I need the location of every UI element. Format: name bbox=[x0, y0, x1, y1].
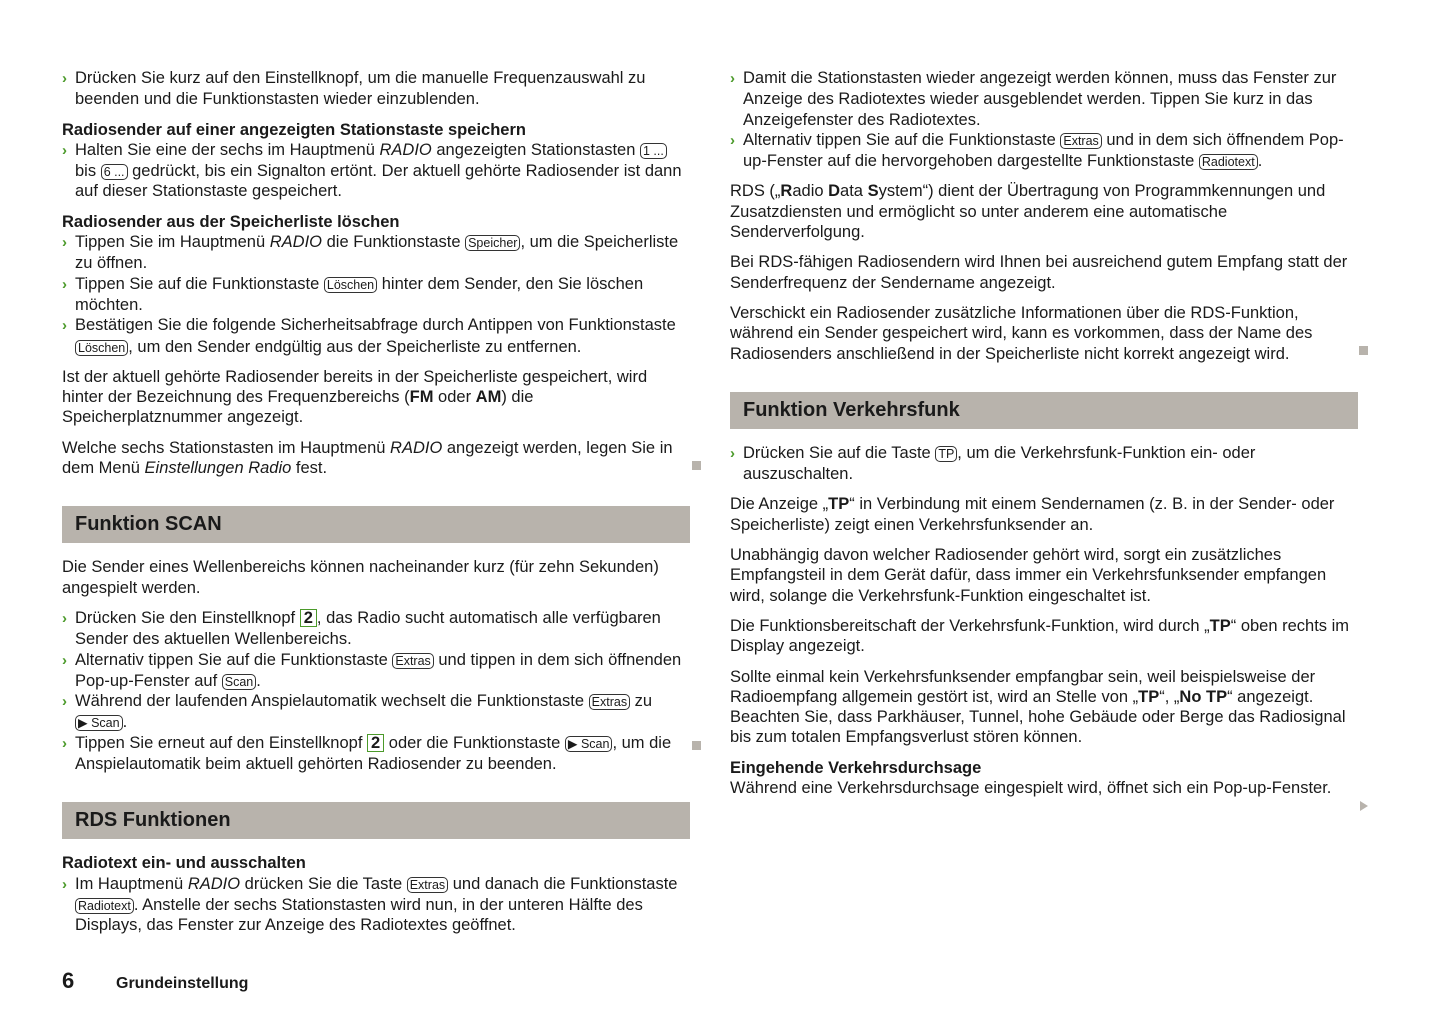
function-key-label: Extras bbox=[407, 877, 448, 893]
left-column bbox=[62, 68, 690, 946]
bold-term: TP bbox=[1138, 687, 1160, 706]
function-key-label: 6 ... bbox=[101, 164, 128, 180]
text-run: Radiosender auf einer angezeigten Stationstaste speichern bbox=[62, 120, 526, 139]
text-run: . bbox=[122, 713, 128, 732]
step-chevron-icon: › bbox=[62, 70, 67, 87]
italic-term: RADIO bbox=[187, 874, 241, 893]
text-run: oder bbox=[433, 388, 476, 407]
step-chevron-icon: › bbox=[62, 317, 67, 335]
text-run: angezeigt werden, legen Sie in dem Menü bbox=[62, 438, 673, 478]
text-run: angezeigten Stationstasten bbox=[431, 140, 640, 159]
page-number: 6 bbox=[62, 968, 75, 993]
section-end-marker bbox=[692, 741, 701, 750]
text-run: die Funktionstaste bbox=[322, 233, 466, 252]
paragraph bbox=[62, 367, 690, 428]
section-heading bbox=[62, 802, 690, 839]
text-run: , um die Verkehrsfunk-Funktion ein- oder auszuschalten. bbox=[743, 443, 1256, 484]
text-run: bis bbox=[75, 162, 101, 181]
continue-arrow-icon bbox=[1360, 801, 1368, 811]
italic-term: RADIO bbox=[379, 140, 432, 159]
text-run: Radiotext ein- und ausschalten bbox=[62, 854, 306, 873]
text-run: Funktion SCAN bbox=[75, 513, 222, 536]
text-run: Halten Sie eine der sechs im Hauptmenü bbox=[75, 140, 380, 159]
right-page-area bbox=[730, 68, 1358, 808]
instruction-step bbox=[730, 443, 1358, 485]
text-run: zu bbox=[630, 692, 653, 711]
italic-term: RADIO bbox=[390, 438, 443, 457]
text-run: Tippen Sie auf die Funktionstaste bbox=[75, 274, 324, 293]
text-run: “ in Verbindung mit einem Sendernamen (z. B. in der Sender- oder Speicherliste) zeigt einen Verkehrsfunksender an. bbox=[730, 495, 1335, 534]
function-key-label: Löschen bbox=[324, 277, 377, 293]
function-key-label: Scan bbox=[222, 674, 257, 690]
paragraph bbox=[730, 616, 1358, 657]
function-key-label: ▶ Scan bbox=[565, 736, 613, 752]
text-run: Drücken Sie auf die Taste bbox=[743, 443, 936, 462]
chapter-title: Grundeinstellung bbox=[116, 975, 249, 992]
text-run: “ angezeigt. Beachten Sie, dass Parkhäuser, Tunnel, hohe Gebäude oder Berge das Radiosignal bis zum totalen Empfangsverlust stören können. bbox=[730, 687, 1346, 747]
text-run: Im Hauptmenü bbox=[75, 874, 188, 893]
paragraph bbox=[730, 494, 1358, 535]
text-run: Drücken Sie kurz auf den Einstellknopf, um die manuelle Frequenzauswahl zu beenden und die Funktionstasten wieder einzublenden. bbox=[75, 69, 646, 109]
text-run: hinter dem Sender, den Sie löschen möchten. bbox=[75, 274, 644, 314]
bold-term: No TP bbox=[1179, 687, 1228, 706]
control-number: 2 bbox=[300, 609, 317, 627]
text-run: Sollte einmal kein Verkehrsfunksender empfangbar sein, weil beispielsweise der Radioempfang allgemein gestört ist, wird an Stelle von „ bbox=[730, 667, 1316, 706]
text-run: ata bbox=[840, 182, 868, 201]
text-run: und danach die Funktionstaste bbox=[448, 874, 678, 893]
text-run: ystem“) dient der Übertragung von Programmkennungen und Zusatzdiensten und ermöglicht so unter anderem eine automatische Senderverfolgung. bbox=[730, 182, 1326, 242]
text-run: . bbox=[1257, 152, 1263, 171]
text-run: und in dem sich öffnendem Pop-up-Fenster auf die hervorgehoben dargestellte Funktionstaste bbox=[743, 130, 1344, 171]
instruction-step bbox=[730, 68, 1358, 130]
function-key-label: ▶ Scan bbox=[75, 715, 123, 731]
text-run: Alternativ tippen Sie auf die Funktionstaste bbox=[743, 130, 1061, 149]
text-run: gedrückt, bis ein Signalton ertönt. Der aktuell gehörte Radiosender ist dann auf dieser Stationstaste gespeichert. bbox=[75, 162, 682, 201]
section-end-marker bbox=[692, 461, 701, 470]
step-chevron-icon: › bbox=[62, 609, 67, 627]
control-number: 2 bbox=[367, 734, 384, 752]
paragraph bbox=[730, 778, 1358, 798]
subheading bbox=[62, 853, 690, 873]
left-page-area bbox=[62, 68, 690, 998]
italic-term: RADIO bbox=[269, 233, 323, 252]
text-run: Funktion Verkehrsfunk bbox=[743, 398, 960, 421]
function-key-label: Radiotext bbox=[75, 898, 134, 914]
paragraph bbox=[730, 252, 1358, 293]
bold-term: R bbox=[780, 182, 793, 201]
function-key-label: Löschen bbox=[75, 340, 128, 356]
paragraph bbox=[730, 181, 1358, 242]
text-run: , um die Anspielautomatik beim aktuell gehörten Radiosender zu beenden. bbox=[75, 733, 672, 774]
step-chevron-icon: › bbox=[730, 444, 735, 462]
paragraph bbox=[730, 667, 1358, 748]
text-run: Die Funktionsbereitschaft der Verkehrsfunk-Funktion, wird durch „ bbox=[730, 616, 1210, 635]
step-chevron-icon: › bbox=[62, 693, 67, 711]
text-run: Damit die Stationstasten wieder angezeigt werden können, muss das Fenster zur Anzeige des Radiotextes wieder ausgeblendet werden. Tippen Sie kurz in das Anzeigefenster des Radiotextes. bbox=[743, 69, 1337, 129]
function-key-label: Extras bbox=[589, 694, 630, 710]
instruction-step bbox=[62, 733, 690, 775]
step-chevron-icon: › bbox=[62, 875, 67, 893]
step-chevron-icon: › bbox=[62, 275, 67, 293]
paragraph bbox=[62, 557, 690, 598]
text-run: , das Radio sucht automatisch alle verfügbaren Sender des aktuellen Wellenbereichs. bbox=[75, 608, 661, 649]
text-run: Verschickt ein Radiosender zusätzliche Informationen über die RDS-Funktion, während ein Sender gespeichert wird, kann es vorkommen, dass der Name des Radiosenders anschließend in der Speicherliste nicht korrekt angezeigt wird. bbox=[730, 303, 1313, 363]
instruction-step bbox=[62, 315, 690, 357]
text-run: fest. bbox=[291, 459, 328, 478]
bold-term: S bbox=[867, 182, 879, 201]
instruction-step bbox=[62, 608, 690, 650]
step-chevron-icon: › bbox=[730, 131, 735, 149]
function-key-label: TP bbox=[935, 446, 957, 462]
text-run: Tippen Sie erneut auf den Einstellknopf bbox=[75, 733, 367, 752]
section-heading bbox=[62, 506, 690, 543]
instruction-step bbox=[62, 874, 690, 936]
text-run: RDS Funktionen bbox=[75, 809, 231, 832]
paragraph bbox=[730, 545, 1358, 606]
paragraph bbox=[62, 438, 690, 479]
step-chevron-icon: › bbox=[62, 651, 67, 669]
text-run: adio bbox=[792, 182, 829, 201]
text-run: ) die Speicherplatznummer angezeigt. bbox=[62, 388, 534, 427]
text-run: oder die Funktionstaste bbox=[384, 733, 565, 752]
instruction-step bbox=[62, 650, 690, 692]
text-run: Die Sender eines Wellenbereichs können nacheinander kurz (für zehn Sekunden) angespielt werden. bbox=[62, 558, 659, 597]
bold-term: D bbox=[828, 182, 841, 201]
text-run: Bei RDS-fähigen Radiosendern wird Ihnen bei ausreichend gutem Empfang statt der Senderfrequenz der Sendername angezeigt. bbox=[730, 253, 1348, 292]
text-run: Bestätigen Sie die folgende Sicherheitsabfrage durch Antippen von Funktionstaste bbox=[75, 316, 676, 335]
text-run: Tippen Sie im Hauptmenü bbox=[75, 233, 270, 252]
paragraph bbox=[730, 303, 1358, 364]
text-run: , um die Speicherliste zu öffnen. bbox=[75, 233, 679, 273]
bold-term: AM bbox=[475, 388, 502, 407]
instruction-step bbox=[62, 274, 690, 316]
text-run: Ist der aktuell gehörte Radiosender bereits in der Speicherliste gespeichert, wird hinter der Bezeichnung des Frequenzbereichs ( bbox=[62, 367, 648, 407]
text-run: . Anstelle der sechs Stationstasten wird nun, in der unteren Hälfte des Displays, das Fenster zur Anzeige des Radiotextes geöffnet. bbox=[75, 895, 643, 935]
instruction-step bbox=[730, 130, 1358, 172]
instruction-step bbox=[62, 691, 690, 733]
section-end-marker bbox=[1359, 346, 1368, 355]
subheading bbox=[62, 212, 690, 232]
subheading bbox=[730, 758, 1358, 778]
section-heading bbox=[730, 392, 1358, 429]
function-key-label: Extras bbox=[392, 653, 433, 669]
text-run: Welche sechs Stationstasten im Hauptmenü bbox=[62, 438, 391, 457]
text-run: Unabhängig davon welcher Radiosender gehört wird, sorgt ein zusätzliches Empfangsteil in dem Gerät dafür, dass immer ein Verkehrsfunksender empfangen wird, solange die Verkehrsfunk-Funktion eingeschaltet ist. bbox=[730, 546, 1327, 605]
step-chevron-icon: › bbox=[62, 234, 67, 252]
text-run: . bbox=[256, 671, 261, 690]
text-run: Während eine Verkehrsdurchsage eingespielt wird, öffnet sich ein Pop-up-Fenster. bbox=[730, 779, 1332, 798]
text-run: Alternativ tippen Sie auf die Funktionstaste bbox=[75, 650, 393, 669]
right-column bbox=[730, 68, 1358, 808]
text-run: drücken Sie die Taste bbox=[240, 874, 407, 893]
step-chevron-icon: › bbox=[62, 734, 67, 752]
bold-term: FM bbox=[409, 388, 434, 407]
instruction-step bbox=[62, 232, 690, 274]
text-run: Eingehende Verkehrsdurchsage bbox=[730, 758, 982, 777]
bold-term: TP bbox=[1209, 616, 1231, 635]
text-run: , um den Sender endgültig aus der Speicherliste zu entfernen. bbox=[128, 337, 582, 356]
text-run: Während der laufenden Anspielautomatik wechselt die Funktionstaste bbox=[75, 692, 589, 711]
step-chevron-icon: › bbox=[730, 70, 735, 87]
function-key-label: Speicher bbox=[465, 235, 520, 251]
subheading bbox=[62, 120, 690, 140]
text-run: und tippen in dem sich öffnenden Pop-up-Fenster auf bbox=[75, 650, 682, 690]
text-run: Radiosender aus der Speicherliste löschen bbox=[62, 212, 400, 231]
text-run: RDS („ bbox=[730, 182, 781, 201]
text-run: Drücken Sie den Einstellknopf bbox=[75, 608, 300, 627]
page-footer bbox=[62, 952, 690, 998]
italic-term: Einstellungen Radio bbox=[144, 459, 292, 478]
instruction-step bbox=[62, 68, 690, 110]
text-run: “ oben rechts im Display angezeigt. bbox=[730, 616, 1350, 656]
function-key-label: Extras bbox=[1060, 133, 1101, 149]
instruction-step bbox=[62, 140, 690, 202]
text-run: Die Anzeige „ bbox=[730, 495, 829, 514]
function-key-label: Radiotext bbox=[1199, 154, 1258, 170]
bold-term: TP bbox=[828, 495, 850, 514]
step-chevron-icon: › bbox=[62, 141, 67, 159]
function-key-label: 1 ... bbox=[640, 143, 667, 159]
text-run: “, „ bbox=[1159, 687, 1180, 706]
